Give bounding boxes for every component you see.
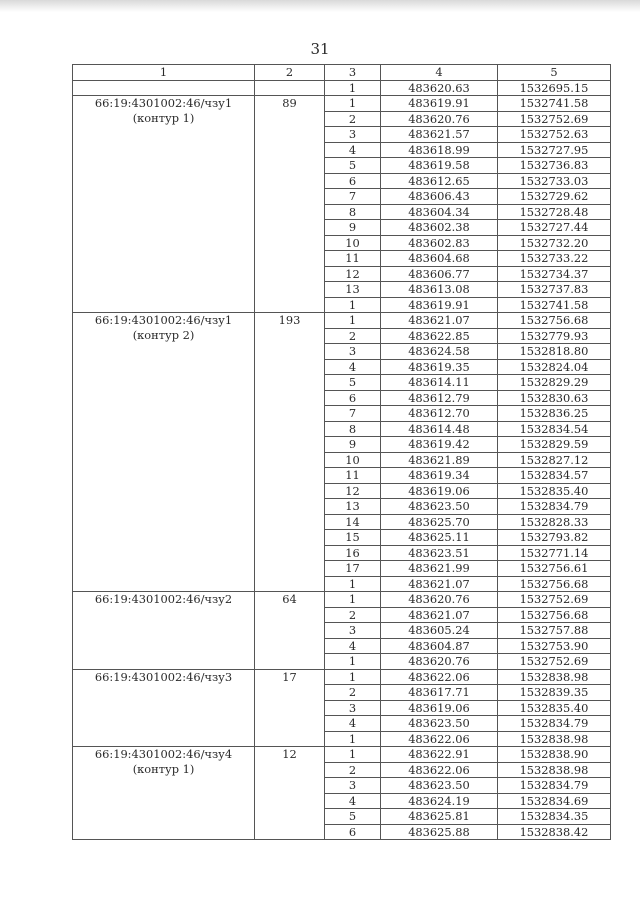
x-coordinate: 483617.71	[381, 685, 498, 701]
parcel-area: 193	[255, 313, 325, 592]
table-row	[73, 80, 611, 96]
parcel-area: 89	[255, 96, 325, 313]
y-coordinate: 1532752.69	[498, 592, 611, 608]
point-number: 1	[325, 731, 381, 747]
parcel-name	[73, 669, 255, 747]
y-coordinate: 1532734.37	[498, 266, 611, 282]
x-coordinate: 483602.83	[381, 235, 498, 251]
x-coordinate: 483619.06	[381, 483, 498, 499]
x-coordinate: 483622.91	[381, 747, 498, 763]
point-number: 6	[325, 390, 381, 406]
point-number: 5	[325, 809, 381, 825]
point-number: 9	[325, 437, 381, 453]
point-number: 1	[325, 80, 381, 96]
point-number: 1	[325, 747, 381, 763]
x-coordinate: 483625.81	[381, 809, 498, 825]
parcel-contour-label: (контур 2)	[132, 327, 195, 342]
point-number: 15	[325, 530, 381, 546]
x-coordinate: 483625.88	[381, 824, 498, 840]
point-number: 7	[325, 406, 381, 422]
y-coordinate: 1532753.90	[498, 638, 611, 654]
header-row	[73, 65, 611, 81]
x-coordinate: 483622.06	[381, 731, 498, 747]
table-row	[73, 313, 611, 329]
y-coordinate: 1532828.33	[498, 514, 611, 530]
y-coordinate: 1532752.63	[498, 127, 611, 143]
y-coordinate: 1532779.93	[498, 328, 611, 344]
y-coordinate: 1532829.59	[498, 437, 611, 453]
y-coordinate: 1532741.58	[498, 96, 611, 112]
x-coordinate: 483623.50	[381, 499, 498, 515]
point-number: 3	[325, 127, 381, 143]
x-coordinate: 483620.76	[381, 654, 498, 670]
point-number: 1	[325, 576, 381, 592]
table-row	[73, 669, 611, 685]
x-coordinate: 483621.57	[381, 127, 498, 143]
x-coordinate: 483621.07	[381, 313, 498, 329]
y-coordinate: 1532771.14	[498, 545, 611, 561]
point-number: 3	[325, 344, 381, 360]
y-coordinate: 1532728.48	[498, 204, 611, 220]
x-coordinate: 483625.70	[381, 514, 498, 530]
x-coordinate: 483619.35	[381, 359, 498, 375]
parcel-area: 17	[255, 669, 325, 747]
y-coordinate: 1532834.57	[498, 468, 611, 484]
parcel-area: 12	[255, 747, 325, 840]
x-coordinate: 483621.99	[381, 561, 498, 577]
x-coordinate: 483619.06	[381, 700, 498, 716]
x-coordinate: 483618.99	[381, 142, 498, 158]
x-coordinate: 483620.76	[381, 111, 498, 127]
table-row	[73, 747, 611, 763]
y-coordinate: 1532732.20	[498, 235, 611, 251]
y-coordinate: 1532835.40	[498, 700, 611, 716]
x-coordinate: 483619.91	[381, 297, 498, 313]
point-number: 2	[325, 685, 381, 701]
y-coordinate: 1532834.79	[498, 778, 611, 794]
y-coordinate: 1532727.95	[498, 142, 611, 158]
y-coordinate: 1532838.98	[498, 762, 611, 778]
x-coordinate: 483619.34	[381, 468, 498, 484]
x-coordinate: 483614.48	[381, 421, 498, 437]
parcel-name	[73, 96, 255, 313]
y-coordinate: 1532818.80	[498, 344, 611, 360]
x-coordinate: 483624.19	[381, 793, 498, 809]
y-coordinate: 1532736.83	[498, 158, 611, 174]
page-number: 31	[310, 40, 330, 58]
point-number: 1	[325, 654, 381, 670]
point-number: 1	[325, 96, 381, 112]
point-number: 4	[325, 359, 381, 375]
y-coordinate: 1532838.42	[498, 824, 611, 840]
y-coordinate: 1532741.58	[498, 297, 611, 313]
column-header: 4	[381, 65, 498, 81]
x-coordinate: 483620.76	[381, 592, 498, 608]
y-coordinate: 1532737.83	[498, 282, 611, 298]
point-number: 13	[325, 282, 381, 298]
x-coordinate: 483604.34	[381, 204, 498, 220]
table-row	[73, 592, 611, 608]
x-coordinate: 483612.79	[381, 390, 498, 406]
point-number: 5	[325, 158, 381, 174]
parcel-area: 64	[255, 592, 325, 670]
point-number: 2	[325, 762, 381, 778]
x-coordinate: 483623.51	[381, 545, 498, 561]
x-coordinate: 483612.70	[381, 406, 498, 422]
x-coordinate: 483619.42	[381, 437, 498, 453]
point-number: 10	[325, 235, 381, 251]
point-number: 14	[325, 514, 381, 530]
point-number: 3	[325, 623, 381, 639]
y-coordinate: 1532835.40	[498, 483, 611, 499]
point-number: 3	[325, 778, 381, 794]
y-coordinate: 1532838.98	[498, 731, 611, 747]
x-coordinate: 483612.65	[381, 173, 498, 189]
parcel-cadastral-id: 66:19:4301002:46/чзу1	[94, 96, 233, 110]
y-coordinate: 1532729.62	[498, 189, 611, 205]
point-number: 5	[325, 375, 381, 391]
point-number: 16	[325, 545, 381, 561]
point-number: 4	[325, 142, 381, 158]
y-coordinate: 1532733.03	[498, 173, 611, 189]
y-coordinate: 1532834.79	[498, 499, 611, 515]
y-coordinate: 1532834.69	[498, 793, 611, 809]
y-coordinate: 1532830.63	[498, 390, 611, 406]
area-cell	[255, 80, 325, 96]
column-header: 3	[325, 65, 381, 81]
scan-shadow	[0, 0, 640, 12]
y-coordinate: 1532793.82	[498, 530, 611, 546]
x-coordinate: 483606.43	[381, 189, 498, 205]
x-coordinate: 483624.58	[381, 344, 498, 360]
parcel-contour-label: (контур 1)	[132, 110, 195, 125]
x-coordinate: 483614.11	[381, 375, 498, 391]
x-coordinate: 483621.07	[381, 607, 498, 623]
point-number: 2	[325, 328, 381, 344]
x-coordinate: 483621.07	[381, 576, 498, 592]
x-coordinate: 483622.06	[381, 669, 498, 685]
point-number: 3	[325, 700, 381, 716]
y-coordinate: 1532827.12	[498, 452, 611, 468]
y-coordinate: 1532695.15	[498, 80, 611, 96]
column-header: 2	[255, 65, 325, 81]
y-coordinate: 1532752.69	[498, 111, 611, 127]
point-number: 10	[325, 452, 381, 468]
point-number: 6	[325, 173, 381, 189]
x-coordinate: 483622.85	[381, 328, 498, 344]
x-coordinate: 483625.11	[381, 530, 498, 546]
coordinates-table	[72, 64, 611, 840]
y-coordinate: 1532829.29	[498, 375, 611, 391]
y-coordinate: 1532757.88	[498, 623, 611, 639]
point-number: 4	[325, 793, 381, 809]
y-coordinate: 1532836.25	[498, 406, 611, 422]
y-coordinate: 1532727.44	[498, 220, 611, 236]
y-coordinate: 1532824.04	[498, 359, 611, 375]
x-coordinate: 483620.63	[381, 80, 498, 96]
parcel-cadastral-id: 66:19:4301002:46/чзу4	[94, 747, 233, 761]
y-coordinate: 1532834.35	[498, 809, 611, 825]
column-header: 1	[73, 65, 255, 81]
point-number: 9	[325, 220, 381, 236]
parcel-cadastral-id: 66:19:4301002:46/чзу1	[94, 313, 233, 327]
point-number: 1	[325, 592, 381, 608]
parcel-name	[73, 747, 255, 840]
point-number: 1	[325, 313, 381, 329]
y-coordinate: 1532834.79	[498, 716, 611, 732]
x-coordinate: 483604.68	[381, 251, 498, 267]
point-number: 8	[325, 421, 381, 437]
y-coordinate: 1532834.54	[498, 421, 611, 437]
point-number: 17	[325, 561, 381, 577]
point-number: 2	[325, 111, 381, 127]
column-header: 5	[498, 65, 611, 81]
x-coordinate: 483623.50	[381, 778, 498, 794]
point-number: 2	[325, 607, 381, 623]
y-coordinate: 1532756.68	[498, 576, 611, 592]
point-number: 12	[325, 483, 381, 499]
parcel-contour-label: (контур 1)	[132, 761, 195, 776]
y-coordinate: 1532756.68	[498, 313, 611, 329]
y-coordinate: 1532838.90	[498, 747, 611, 763]
y-coordinate: 1532839.35	[498, 685, 611, 701]
point-number: 11	[325, 251, 381, 267]
parcel-cadastral-id: 66:19:4301002:46/чзу2	[94, 592, 233, 606]
table-row	[73, 96, 611, 112]
point-number: 8	[325, 204, 381, 220]
point-number: 7	[325, 189, 381, 205]
x-coordinate: 483604.87	[381, 638, 498, 654]
point-number: 12	[325, 266, 381, 282]
x-coordinate: 483622.06	[381, 762, 498, 778]
point-number: 4	[325, 638, 381, 654]
parcel-name-cell	[73, 80, 255, 96]
point-number: 11	[325, 468, 381, 484]
x-coordinate: 483613.08	[381, 282, 498, 298]
y-coordinate: 1532733.22	[498, 251, 611, 267]
x-coordinate: 483619.58	[381, 158, 498, 174]
parcel-name	[73, 313, 255, 592]
y-coordinate: 1532838.98	[498, 669, 611, 685]
point-number: 1	[325, 297, 381, 313]
y-coordinate: 1532752.69	[498, 654, 611, 670]
parcel-name	[73, 592, 255, 670]
y-coordinate: 1532756.68	[498, 607, 611, 623]
y-coordinate: 1532756.61	[498, 561, 611, 577]
point-number: 6	[325, 824, 381, 840]
x-coordinate: 483619.91	[381, 96, 498, 112]
x-coordinate: 483606.77	[381, 266, 498, 282]
x-coordinate: 483621.89	[381, 452, 498, 468]
x-coordinate: 483623.50	[381, 716, 498, 732]
point-number: 13	[325, 499, 381, 515]
x-coordinate: 483605.24	[381, 623, 498, 639]
parcel-cadastral-id: 66:19:4301002:46/чзу3	[94, 669, 233, 684]
point-number: 1	[325, 669, 381, 685]
x-coordinate: 483602.38	[381, 220, 498, 236]
point-number: 4	[325, 716, 381, 732]
